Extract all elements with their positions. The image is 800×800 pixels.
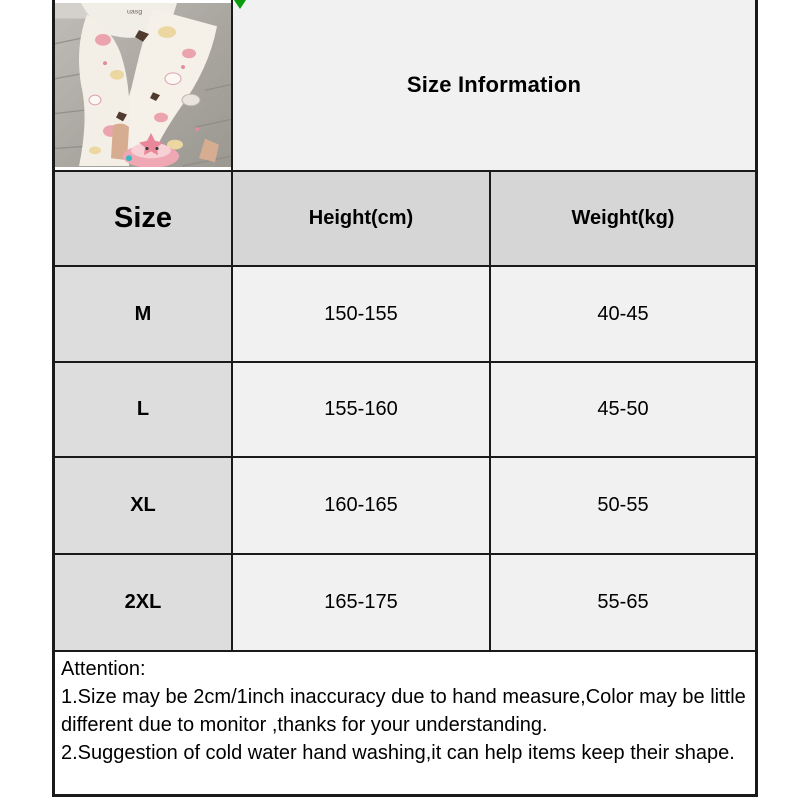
- size-label-xl: XL: [55, 458, 231, 553]
- attention-title: Attention:: [61, 658, 146, 680]
- height-value-l: 155-160: [233, 363, 489, 456]
- column-header-height: Height(cm): [233, 172, 489, 265]
- size-information-title: Size Information: [406, 72, 582, 97]
- weight-value-l: 45-50: [491, 363, 755, 456]
- size-chart-table: [52, 0, 758, 797]
- svg-text:uasg: uasg: [127, 8, 143, 16]
- weight-value-m: 40-45: [491, 267, 755, 361]
- height-value-m: 150-155: [233, 267, 489, 361]
- product-photo-illustration: [55, 3, 231, 168]
- size-label-l: L: [55, 363, 231, 456]
- product-photo: [55, 0, 231, 170]
- green-corner-marker-icon: [234, 0, 246, 9]
- attention-line: 2.Suggestion of cold water hand washing,it can help items keep their shape.: [61, 742, 735, 764]
- size-label-2xl: 2XL: [55, 555, 231, 650]
- attention-box: [55, 652, 755, 794]
- weight-value-xl: 50-55: [491, 458, 755, 553]
- column-header-size: Size: [55, 172, 231, 265]
- size-label-m: M: [55, 267, 231, 361]
- weight-value-2xl: 55-65: [491, 555, 755, 650]
- attention-line: 1.Size may be 2cm/1inch inaccuracy due to hand measure,Color may be little: [61, 686, 746, 708]
- height-value-2xl: 165-175: [233, 555, 489, 650]
- size-information-banner: [233, 0, 755, 170]
- height-value-xl: 160-165: [233, 458, 489, 553]
- attention-line: different due to monitor ,thanks for your understanding.: [61, 714, 548, 736]
- column-header-weight: Weight(kg): [491, 172, 755, 265]
